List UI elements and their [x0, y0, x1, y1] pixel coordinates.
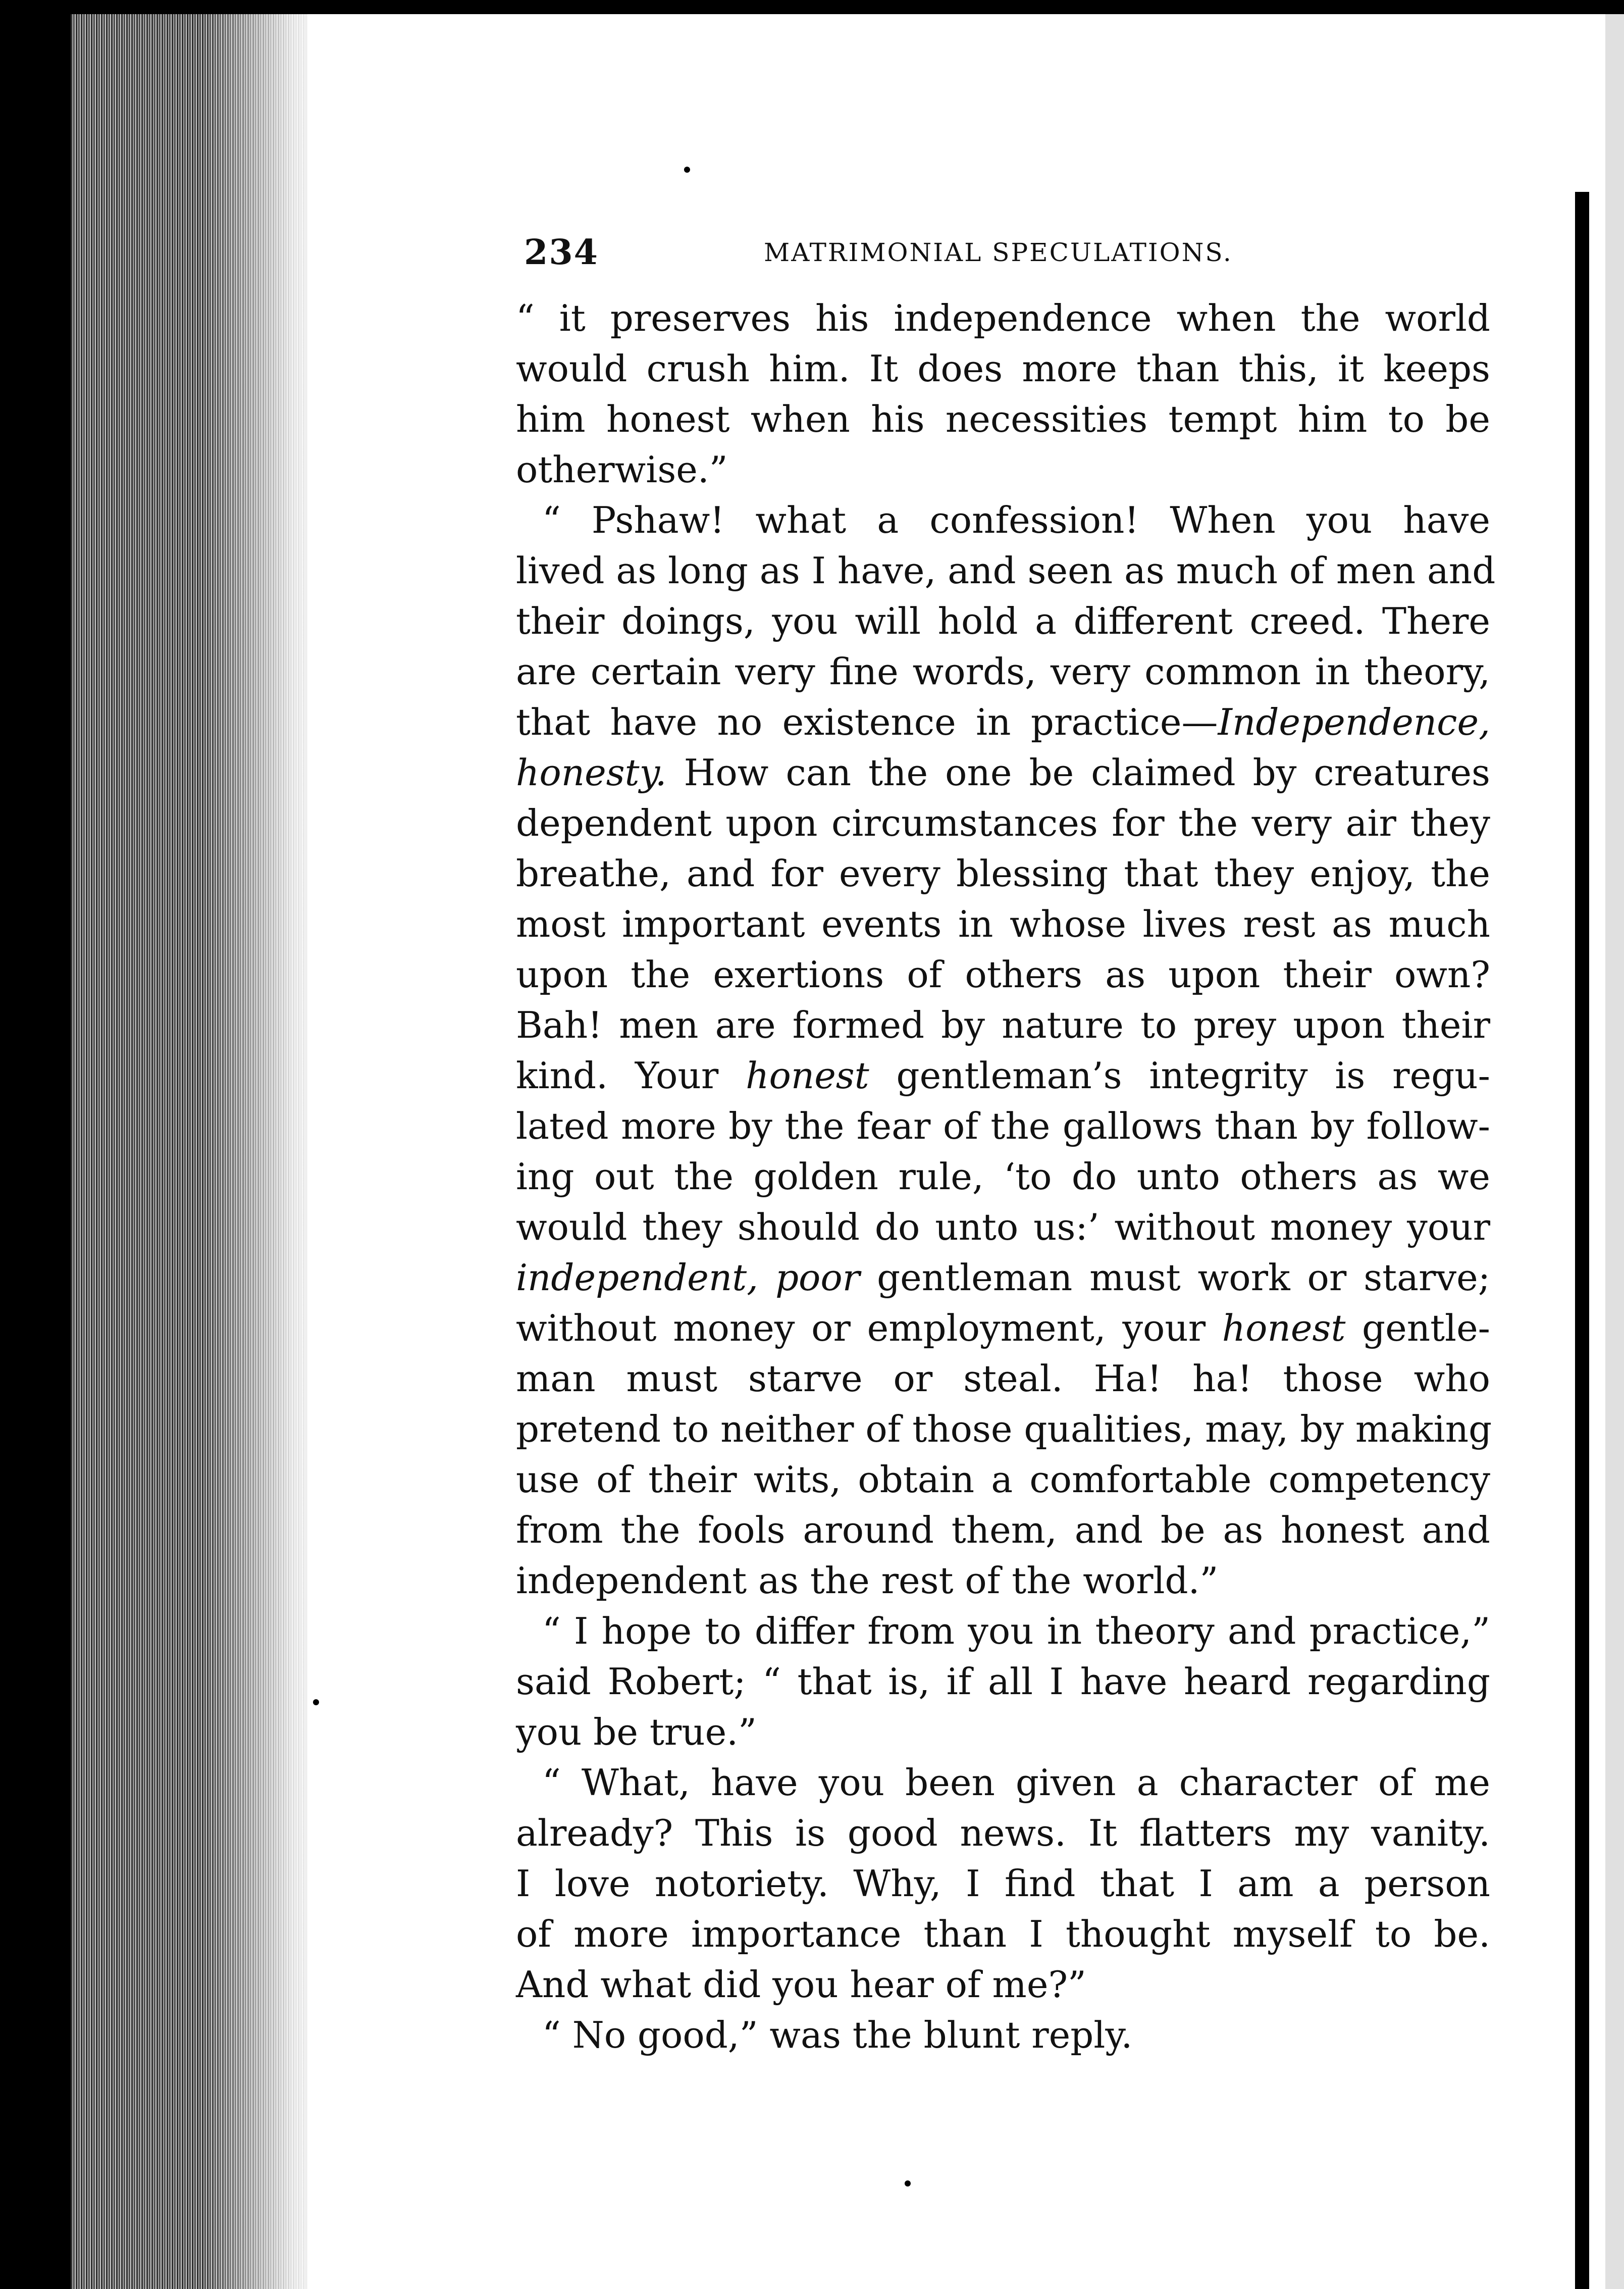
italic-text: honesty. — [516, 751, 667, 794]
text-line — [516, 1252, 1490, 1303]
text-line — [516, 1101, 1490, 1151]
text-line — [516, 596, 1490, 646]
line-text: ing out the golden rule, ‘to do unto others as we — [516, 1155, 1490, 1198]
line-text: would they should do unto us:’ without money your — [516, 1206, 1490, 1248]
line-text: gentle- — [1345, 1307, 1491, 1349]
line-text: man must starve or steal. Ha! ha! those who — [516, 1357, 1490, 1400]
text-line — [516, 1050, 1490, 1101]
text-line — [516, 1757, 1490, 1808]
line-text: “ What, have you been given a character of me — [542, 1761, 1490, 1804]
text-line — [516, 848, 1490, 899]
text-line — [516, 1909, 1490, 1959]
text-line — [516, 1454, 1490, 1505]
line-text: “ No good,” was the blunt reply. — [542, 2014, 1133, 2056]
text-line — [516, 394, 1490, 444]
text-line — [516, 1353, 1490, 1404]
text-line — [516, 1151, 1490, 1202]
print-speck — [684, 167, 690, 173]
line-text: independent as the rest of the world.” — [516, 1559, 1219, 1602]
line-text: of more importance than I thought myself to be. — [516, 1913, 1490, 1955]
text-line — [516, 949, 1490, 1000]
text-line — [516, 1808, 1490, 1858]
italic-text: Independence, — [1218, 701, 1490, 743]
line-text: gentleman’s integrity is regu- — [869, 1054, 1490, 1097]
line-text: How can the one be claimed by creatures — [666, 751, 1490, 794]
line-text: use of their wits, obtain a comfortable competency — [516, 1458, 1490, 1501]
scan-border-right — [1575, 192, 1589, 2289]
line-text: said Robert; “ that is, if all I have heard regarding — [516, 1660, 1490, 1703]
text-line — [516, 747, 1490, 798]
text-line — [516, 495, 1490, 545]
print-speck — [313, 1699, 319, 1705]
line-text: that have no existence in practice— — [516, 701, 1218, 743]
line-text: you be true.” — [516, 1711, 757, 1753]
text-line — [516, 798, 1490, 848]
scan-border-left — [0, 0, 71, 2289]
line-text: their doings, you will hold a different creed. There — [516, 600, 1490, 642]
text-line — [516, 1303, 1490, 1353]
text-line — [516, 646, 1490, 697]
line-text: gentleman must work or starve; — [860, 1256, 1490, 1299]
text-line — [516, 899, 1490, 949]
text-line — [516, 1606, 1490, 1656]
line-text: from the fools around them, and be as honest and — [516, 1509, 1490, 1551]
text-line — [516, 1959, 1490, 2010]
line-text: already? This is good news. It flatters my vanity. — [516, 1812, 1490, 1854]
print-speck — [905, 2180, 911, 2186]
line-text: kind. Your — [516, 1054, 746, 1097]
text-line — [516, 697, 1490, 747]
text-line — [516, 1707, 1490, 1757]
line-text: “ I hope to differ from you in theory and practice,” — [542, 1610, 1490, 1652]
text-line — [516, 1656, 1490, 1707]
page-edge-shadow — [202, 14, 333, 2289]
line-text: him honest when his necessities tempt him to be — [516, 398, 1490, 440]
text-line — [516, 1858, 1490, 1909]
line-text: dependent upon circumstances for the very air they — [516, 802, 1490, 844]
italic-text: honest — [746, 1054, 869, 1097]
text-line — [516, 343, 1490, 394]
line-text: upon the exertions of others as upon their own? — [516, 953, 1490, 996]
italic-text: independent, poor — [516, 1256, 860, 1299]
line-text: Bah! men are formed by nature to prey upon their — [516, 1004, 1490, 1046]
line-text: I love notoriety. Why, I find that I am a person — [516, 1862, 1490, 1905]
line-text: lived as long as I have, and seen as much of men and — [516, 549, 1496, 592]
page-number: 234 — [524, 232, 599, 273]
line-text: lated more by the fear of the gallows than by follow- — [516, 1105, 1490, 1147]
text-line — [516, 545, 1496, 596]
line-text: And what did you hear of me?” — [516, 1963, 1086, 2006]
scan-border-top — [0, 0, 1624, 14]
text-line — [516, 2010, 1490, 2060]
body-text — [516, 293, 1496, 2060]
line-text: would crush him. It does more than this, it keeps — [516, 347, 1490, 390]
text-line — [516, 1202, 1490, 1252]
text-line — [516, 1404, 1490, 1454]
line-text: pretend to neither of those qualities, may, by making — [516, 1408, 1492, 1450]
text-line — [516, 1000, 1490, 1050]
line-text: “ Pshaw! what a confession! When you have — [542, 499, 1490, 541]
italic-text: honest — [1222, 1307, 1346, 1349]
running-head — [524, 230, 1483, 275]
scan-margin-right — [1605, 14, 1624, 2289]
line-text: are certain very fine words, very common in theory, — [516, 650, 1490, 693]
text-line — [516, 293, 1490, 343]
running-title: MATRIMONIAL SPECULATIONS. — [764, 238, 1233, 267]
line-text: without money or employment, your — [516, 1307, 1222, 1349]
text-line — [516, 1505, 1490, 1555]
line-text: otherwise.” — [516, 448, 728, 491]
line-text: “ it preserves his independence when the world — [516, 297, 1490, 339]
text-line — [516, 444, 1490, 495]
line-text: most important events in whose lives rest as much — [516, 903, 1490, 945]
line-text: breathe, and for every blessing that they enjoy, the — [516, 852, 1490, 895]
text-line — [516, 1555, 1490, 1606]
